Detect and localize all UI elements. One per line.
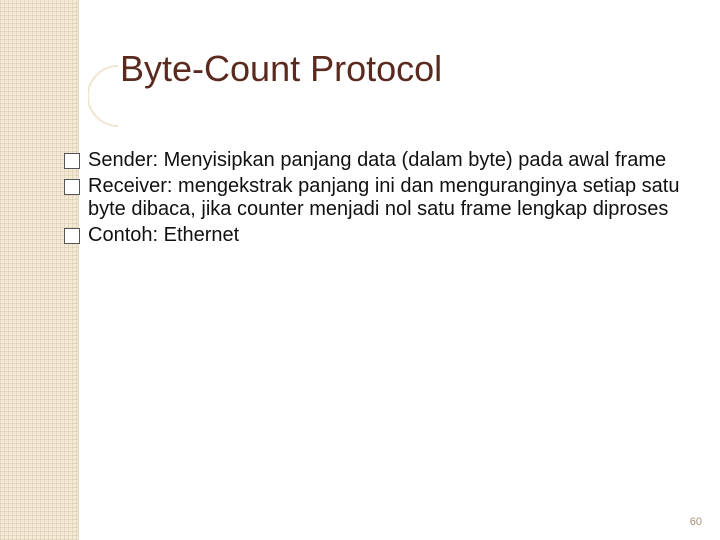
checkbox-square-icon [64, 153, 80, 169]
checkbox-square-icon [64, 179, 80, 195]
bullet-list [64, 149, 684, 250]
bullet-item-receiver [64, 175, 684, 221]
bullet-text-receiver: Receiver: mengekstrak panjang ini dan menguranginya setiap satu byte dibaca, jika counter menjadi nol satu frame lengkap diproses [88, 175, 680, 220]
decorative-side-panel [0, 0, 78, 540]
slide-number: 60 [689, 516, 702, 528]
bullet-text-example: Contoh: Ethernet [88, 224, 240, 246]
checkbox-square-icon [64, 228, 80, 244]
bullet-item-sender [64, 149, 684, 172]
bullet-item-example [64, 224, 684, 247]
title-arc-decoration [88, 64, 120, 128]
slide-title: Byte-Count Protocol [120, 48, 443, 89]
side-panel-divider [78, 0, 79, 540]
bullet-text-sender: Sender: Menyisipkan panjang data (dalam byte) pada awal frame [88, 149, 667, 171]
